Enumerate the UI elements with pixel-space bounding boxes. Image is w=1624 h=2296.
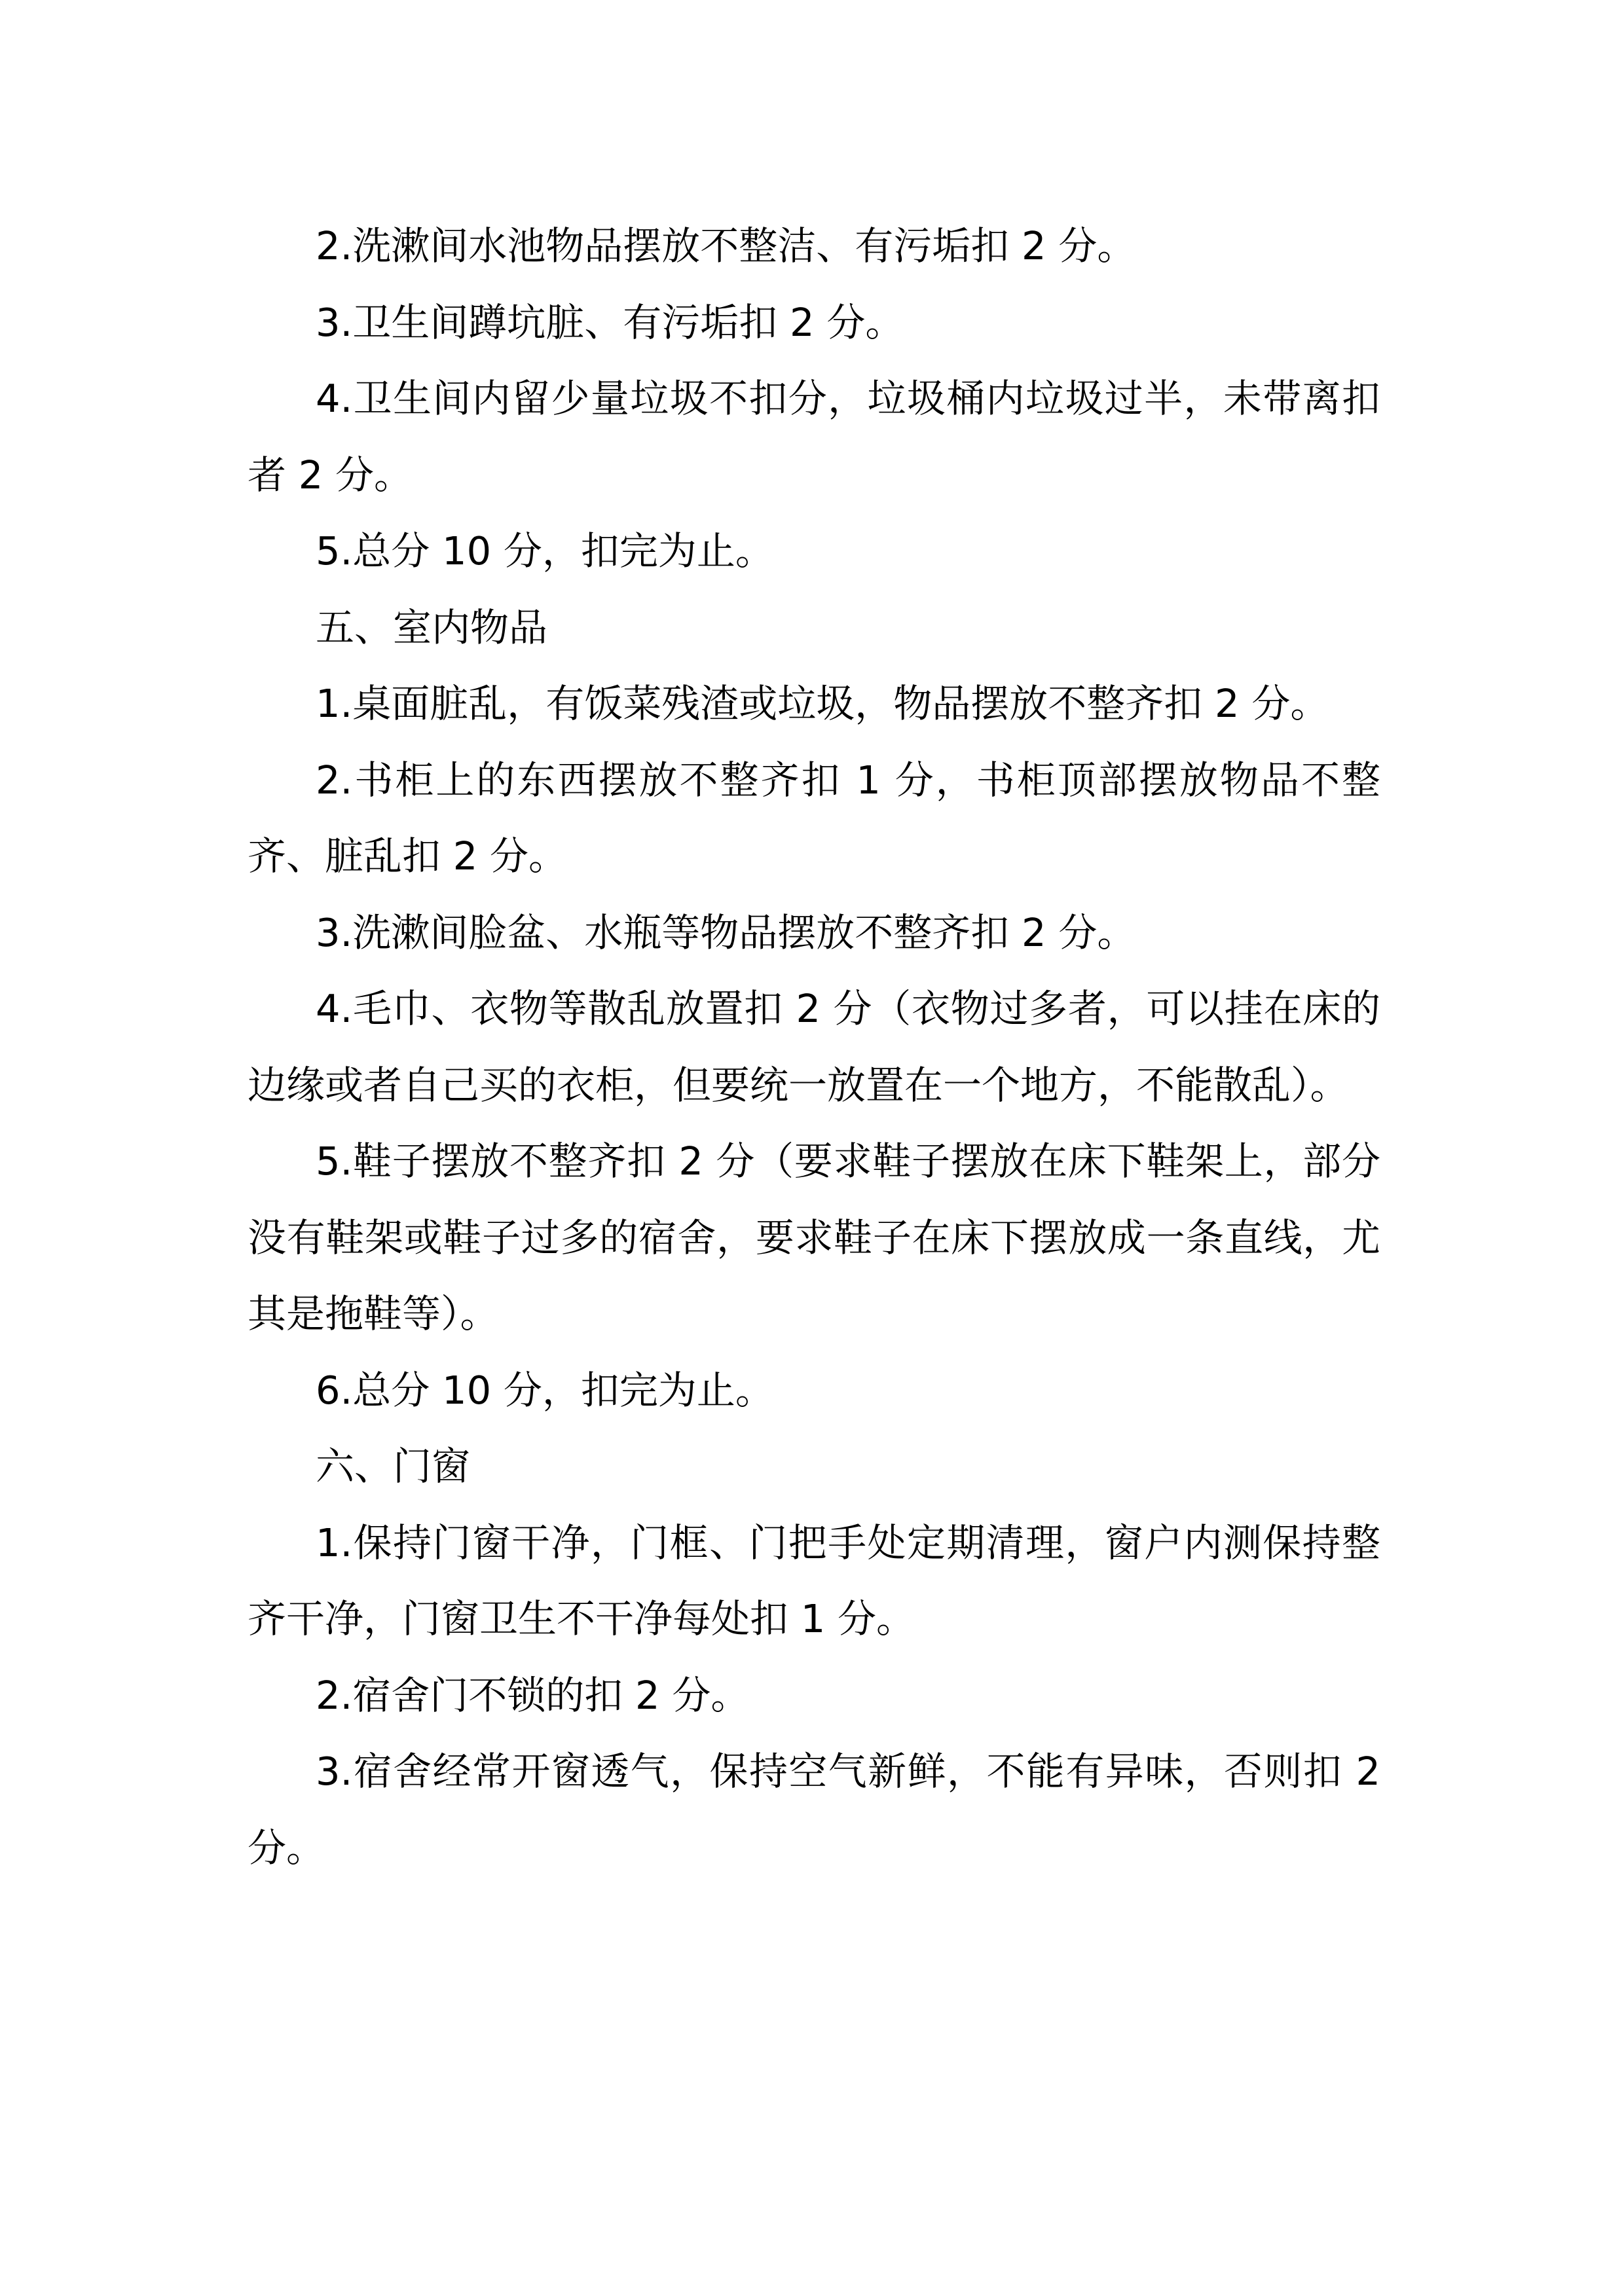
paragraph-item-3-toilet-dirty: 3.卫生间蹲坑脏、有污垢扣 2 分。 — [316, 299, 904, 345]
paragraph-item-3-basin-bottles: 3.洗漱间脸盆、水瓶等物品摆放不整齐扣 2 分。 — [316, 909, 1136, 955]
paragraph-item-1-desk: 1.桌面脏乱，有饭菜残渣或垃圾，物品摆放不整齐扣 2 分。 — [316, 681, 1329, 726]
section-heading-indoor-items: 五、室内物品 — [316, 604, 548, 650]
paragraph-item-5-shoes: 5.鞋子摆放不整齐扣 2 分（要求鞋子摆放在床下鞋架上，部分没有鞋架或鞋子过多的宿舍，要求鞋子在床下摆放成一条直线，尤其是拖鞋等）。 — [248, 1139, 1380, 1336]
paragraph-item-1-clean-doors: 1.保持门窗干净，门框、门把手处定期清理，窗户内测保持整齐干净，门窗卫生不干净每处扣 1 分。 — [248, 1520, 1380, 1641]
paragraph-item-5-total-score: 5.总分 10 分，扣完为止。 — [316, 528, 774, 574]
paragraph-item-3-ventilation: 3.宿舍经常开窗透气，保持空气新鲜，不能有异味，否则扣 2 分。 — [248, 1749, 1380, 1870]
paragraph-item-2-washroom-sink: 2.洗漱间水池物品摆放不整洁、有污垢扣 2 分。 — [316, 223, 1136, 268]
paragraph-item-2-bookcase: 2.书柜上的东西摆放不整齐扣 1 分，书柜顶部摆放物品不整齐、脏乱扣 2 分。 — [248, 757, 1380, 879]
paragraph-item-4-towels-clothes: 4.毛巾、衣物等散乱放置扣 2 分（衣物过多者，可以挂在床的边缘或者自己买的衣柜，但要统一放置在一个地方，不能散乱）。 — [248, 986, 1380, 1108]
document-body — [248, 208, 1380, 1886]
paragraph-item-6-total-score: 6.总分 10 分，扣完为止。 — [316, 1367, 774, 1413]
section-heading-doors-windows: 六、门窗 — [316, 1444, 471, 1489]
paragraph-item-2-door-lock: 2.宿舍门不锁的扣 2 分。 — [316, 1672, 750, 1718]
paragraph-item-4-toilet-garbage: 4.卫生间内留少量垃圾不扣分，垃圾桶内垃圾过半，未带离扣者 2 分。 — [248, 376, 1380, 498]
